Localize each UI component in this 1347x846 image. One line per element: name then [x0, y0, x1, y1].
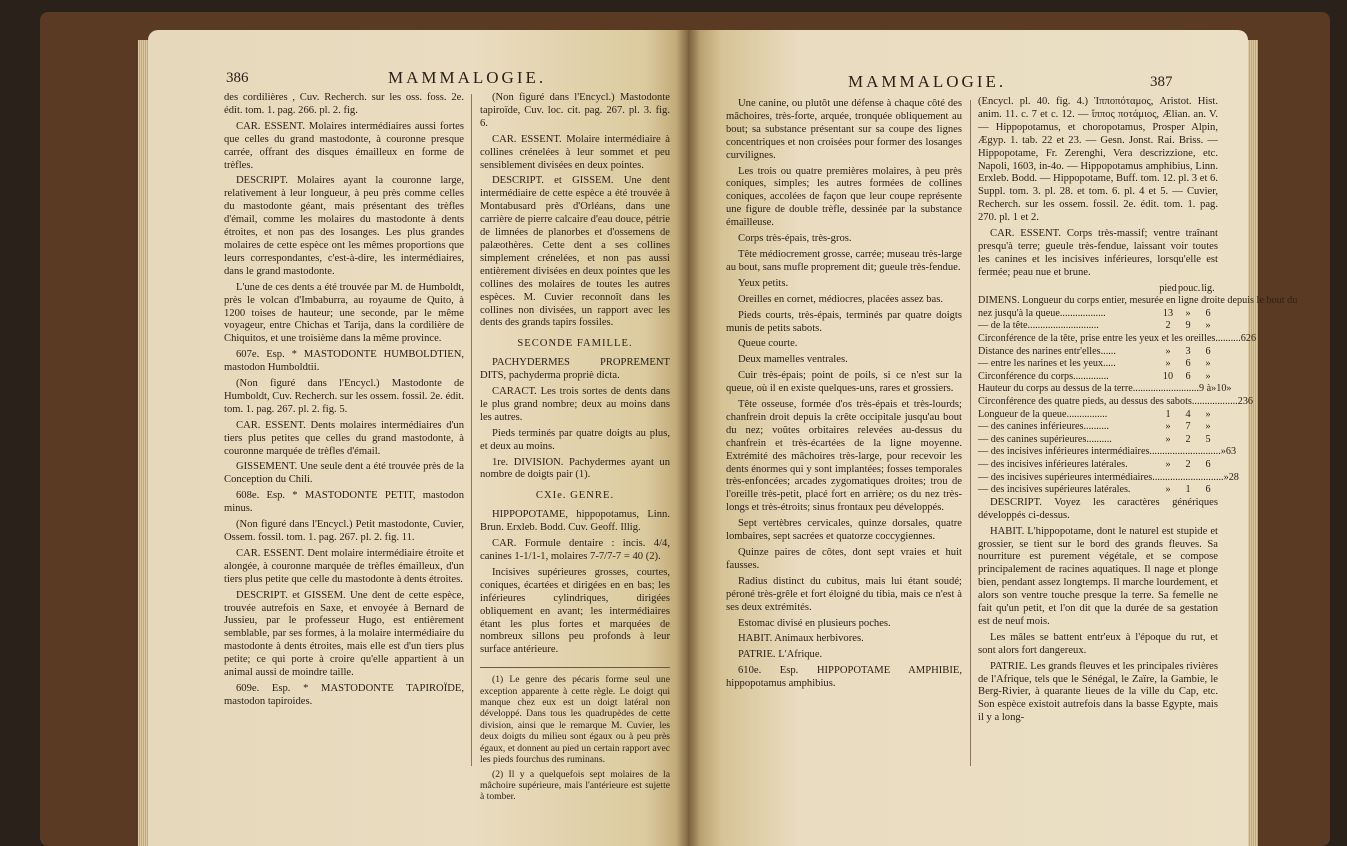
paragraph: Pieds courts, très-épais, terminés par quatre doigts munis de petits sabots. — [726, 309, 962, 334]
left-column-2 — [480, 92, 670, 806]
dim-value-pouc: 3 — [1185, 345, 1191, 357]
dim-label: — des incisives supérieures latérales. — [978, 484, 1131, 496]
paragraph: Corps très-épais, très-gros. — [738, 233, 852, 245]
species-heading: 607e. Esp. * MASTODONTE HUMBOLDTIEN, mastodon Humboldtii. — [224, 349, 464, 374]
dimension-rows — [978, 295, 1298, 497]
table-row — [978, 371, 1218, 384]
paragraph: Cuir très-épais; point de poils, si ce n'est sur la queue, où il en existe quelques-uns, rares et grossiers. — [726, 370, 962, 395]
dim-label: — des incisives inférieures latérales. — [978, 459, 1128, 470]
dim-value-pouc: 2 — [1185, 433, 1191, 445]
table-row — [978, 358, 1218, 371]
dim-value-lig: » — [1205, 358, 1211, 370]
dim-value-pied: 2 — [1165, 320, 1171, 332]
paragraph: Estomac divisé en plusieurs poches. — [738, 617, 891, 629]
dim-label: Hauteur du corps au dessus de la terre..........................9 à — [978, 383, 1212, 395]
dim-value-pied: 1 — [1165, 408, 1171, 420]
paragraph: Deux mamelles ventrales. — [738, 354, 848, 366]
dim-value-pied: 6 — [1240, 333, 1246, 345]
dim-value-lig: 8 — [1233, 471, 1239, 483]
paragraph: PATRIE. L'Afrique. — [738, 649, 823, 661]
dim-label: Circonférence de la tête, prise entre les yeux et les oreilles.......... — [978, 333, 1241, 345]
paragraph: Yeux petits. — [738, 277, 789, 289]
dim-value-lig: 6 — [1205, 484, 1211, 496]
table-row — [978, 308, 1218, 321]
dim-value-pied: » — [1165, 459, 1171, 470]
dim-value-pied: 13 — [1162, 307, 1174, 319]
paragraph: CAR. ESSENT. Molaire intermédiaire à collines crénelées à leur sommet et peu sensiblement divisées en deux pointes. — [480, 133, 670, 171]
table-row — [978, 383, 1232, 396]
dim-value-pied: » — [1165, 433, 1171, 445]
paragraph: CAR. ESSENT. Corps très-massif; ventre traînant presqu'à terre; gueule très-fendue, laissant voir toutes les canines et les incisives inférieures, lorsqu'elle est fermée; peau nue et brune. — [978, 228, 1218, 278]
paragraph: Tête osseuse, formée d'os très-épais et très-lourds; chanfrein droit depuis la crête occipitale jusqu'au bout du nez; voûtes orbitaires relevées au-dessus du chanfrein et très-écartées de la ligne moyenne. Extrémité des mâchoires très-large, pour recevoir les dents énormes qui y sont implantées; fosses temporales très-enfoncées; arcades zygomatiques droites; trou de l'oreille très-petit, placé fort en arrière; os du nez très-longs et très-étroits; sinus frontaux peu développés. — [726, 399, 962, 514]
dim-value-pied: » — [1165, 358, 1171, 370]
paragraph: Sept vertèbres cervicales, quinze dorsales, quatre lombaires, sept sacrées et quatorze coccygiennes. — [726, 518, 962, 543]
dim-label: — de la tête............................ — [978, 320, 1099, 332]
dim-value-pied: » — [1165, 484, 1171, 496]
column-rule — [471, 94, 472, 766]
dim-value-lig: 6 — [1205, 459, 1211, 470]
species-heading: 609e. Esp. * MASTODONTE TAPIROÏDE, mastodon tapiroides. — [224, 682, 464, 707]
left-column-1 — [224, 92, 464, 712]
running-head-left: MAMMALOGIE. — [388, 68, 547, 87]
dimensions-table — [978, 282, 1298, 497]
table-row — [978, 283, 1218, 296]
paragraph: HIPPOPOTAME, hippopotamus, Linn. Brun. Erxleb. Bodd. Cuv. Geoff. Illig. — [480, 509, 670, 534]
dim-value-pied: » — [1165, 421, 1171, 433]
dim-value-lig: 6 — [1247, 396, 1253, 408]
dim-value-pouc: 6 — [1185, 370, 1191, 382]
table-row — [978, 346, 1218, 359]
footnote: (2) Il y a quelquefois sept molaires de la mâchoire supérieure, mais l'antérieure est sujette à tomber. — [480, 768, 670, 803]
running-head-right: MAMMALOGIE. — [848, 72, 1007, 91]
dim-value-lig: » — [1226, 383, 1232, 395]
dim-value-pouc: 1 — [1185, 484, 1191, 496]
dim-value-pied: » — [1223, 471, 1229, 483]
dim-value-lig: 6 — [1205, 307, 1211, 319]
dim-label: Distance des narines entr'elles...... — [978, 345, 1116, 357]
footnote-rule — [480, 667, 670, 668]
dim-col-pouc: pouc. — [1178, 282, 1201, 294]
dim-value-pouc: » — [1185, 307, 1191, 319]
dim-label: — des incisives inférieures intermédiaires............................ — [978, 446, 1221, 458]
dim-header-label — [978, 283, 1158, 296]
dim-value-lig: 6 — [1250, 333, 1257, 345]
dim-label: — entre les narines et les yeux..... — [978, 358, 1116, 370]
dim-col-pied: pied — [1159, 282, 1177, 294]
paragraph: Incisives supérieures grosses, courtes, coniques, écartées et dirigées en en bas; les inférieures cylindriques, dirigées obliquement en avant; les intermédiaires étant les plus fortes et marquées de nombreux sillons peu profonds à leur surface antérieure. — [480, 566, 670, 656]
dim-value-pied: » — [1165, 345, 1171, 357]
dim-value-pouc: 2 — [1185, 459, 1191, 470]
table-row — [978, 484, 1218, 497]
dim-value-pied: 10 — [1162, 370, 1174, 382]
table-row — [978, 396, 1253, 409]
dim-value-pouc: 10 — [1216, 383, 1227, 395]
right-page-edges — [1245, 40, 1258, 846]
paragraph: DESCRIPT. et GISSEM. Une dent de cette espèce, trouvée autrefois en Saxe, et envoyée à Bernard de Jussieu, par le professeur Hugo, est entièrement semblable, par ses formes, à la molaire intermédiaire du mastodonte à dents étroites, mais elle est d'un tiers plus petite; ce qui porte à croire qu'elle appartient à un animal aussi de moindre taille. — [224, 589, 464, 679]
dim-label: Circonférence du corps.............. — [978, 370, 1109, 382]
paragraph: CAR. ESSENT. Dent molaire intermédiaire étroite et alongée, à couronne marquée de trèfles émailleux, d'un tiers plus petite que celle du mastodonte à dents étroites. — [224, 547, 464, 585]
dim-label: Longueur de la queue................ — [978, 408, 1108, 420]
dim-value-lig: 3 — [1230, 446, 1237, 458]
left-page-edges — [138, 40, 148, 846]
paragraph: DESCRIPT. Voyez les caractères génériques développés ci-dessus. — [978, 496, 1218, 521]
paragraph: CAR. ESSENT. Dents molaires intermédiaires d'un tiers plus petites que celles du grand mastodonte, à couronne marquée de trèfles d'émail. — [224, 419, 464, 457]
column-rule — [970, 100, 971, 766]
dim-value-pouc: 3 — [1242, 396, 1248, 408]
paragraph: Oreilles en cornet, médiocres, placées assez bas. — [738, 293, 944, 305]
dim-col-lig: lig. — [1201, 282, 1215, 294]
paragraph: HABIT. Animaux herbivores. — [738, 633, 864, 645]
paragraph: L'une de ces dents a été trouvée par M. de Humboldt, près le volcan d'Imbaburra, au royaume de Quito, à 1200 toises de hauteur; une seconde, par le même voyageur, entre Chichas et Tarija, dans la cordilière de Chiquitos, et une troisième dans la même province. — [224, 281, 464, 345]
dim-value-lig: » — [1205, 370, 1211, 382]
table-row — [978, 333, 1257, 346]
table-row — [978, 471, 1239, 485]
paragraph: Une canine, ou plutôt une défense à chaque côté des mâchoires, très-forte, arquée, tronquée obliquement au bout; sa substance présentant sur sa coupe des lignes concentriques et non croisées pour former des losanges curvilignes. — [726, 98, 962, 161]
paragraph: PATRIE. Les grands fleuves et les principales rivières de l'Afrique, tels que le Sénégal, le Zaïre, la Gambie, le Berg-Rivier, à quarante lieues de la ville du Cap, etc. Son espèce existoit autrefois dans la basse Egypte, mais il y a long- — [978, 660, 1218, 724]
dim-value-pouc: 2 — [1228, 471, 1234, 483]
paragraph: DESCRIPT. Molaires ayant la couronne large, relativement à leur longueur, à peu près comme celles du mastodonte géant, mais présentant des trèfles d'émail, comme les molaires du mastodonte à dents étroites, et non pas des losanges. Les plus grandes molaires de cette espèce ont les mêmes proportions que leurs correspondantes, c'est-à-dire, les intermédiaires, dans le grand mastodonte. — [224, 175, 464, 277]
dim-value-pouc: 4 — [1185, 408, 1191, 420]
dim-value-lig: » — [1205, 320, 1211, 332]
dim-label: — des incisives supérieures intermédiaires............................ — [978, 471, 1224, 483]
paragraph: (Non figuré dans l'Encycl.) Mastodonte tapiroïde, Cuv. loc. cit. pag. 267. pl. 3. fig. 6. — [480, 92, 670, 129]
dim-value-lig: 6 — [1205, 345, 1211, 357]
paragraph: Quinze paires de côtes, dont sept vraies et huit fausses. — [726, 547, 962, 571]
left-page — [148, 30, 688, 846]
dim-value-lig: » — [1205, 421, 1211, 433]
dim-value-pouc: 6 — [1185, 358, 1191, 370]
species-heading: 608e. Esp. * MASTODONTE PETIT, mastodon minus. — [224, 490, 464, 515]
paragraph: des cordilières , Cuv. Recherch. sur les oss. foss. 2e. édit. tom. 1. pag. 266. pl. 2. fig. — [224, 92, 464, 116]
dim-value-pouc: 2 — [1245, 333, 1251, 345]
paragraph: CAR. Formule dentaire : incis. 4/4, canines 1-1/1-1, molaires 7-7/7-7 = 40 (2). — [480, 538, 670, 562]
table-row — [978, 295, 1298, 308]
table-row — [978, 409, 1218, 422]
paragraph: Tête médiocrement grosse, carrée; museau très-large au bout, sans mufle proprement dit; gueule très-fendue. — [726, 248, 962, 273]
table-row — [978, 446, 1237, 459]
dim-label: — des canines inférieures.......... — [978, 421, 1109, 433]
book-gutter — [676, 30, 700, 846]
paragraph: Radius distinct du cubitus, mais lui étant soudé; péroné très-grêle et fort éloigné du tibia, mais ce n'est à ses deux extrémités. — [726, 575, 962, 613]
paragraph: GISSEMENT. Une seule dent a été trouvée près de la Conception du Chili. — [224, 461, 464, 486]
dim-value-pied: 2 — [1237, 396, 1243, 408]
species-heading: 610e. Esp. HIPPOPOTAME AMPHIBIE, hippopotamus amphibius. — [726, 665, 962, 690]
dim-value-pied: » — [1211, 383, 1217, 395]
dim-label: Circonférence des quatre pieds, au dessus des sabots.................. — [978, 396, 1238, 408]
genus-title: CXIe. GENRE. — [535, 490, 615, 502]
paragraph: CAR. ESSENT. Molaires intermédiaires aussi fortes que celles du grand mastodonte, à couronne presque carrée, offrant des disques émailleux en forme de trèfles. — [224, 120, 464, 171]
dim-value-lig: » — [1205, 408, 1211, 420]
paragraph: Pieds terminés par quatre doigts au plus, et deux au moins. — [480, 427, 670, 452]
table-row — [978, 434, 1218, 447]
paragraph: PACHYDERMES PROPREMENT DITS, pachyderma propriè dicta. — [480, 357, 670, 382]
dim-label: DIMENS. Longueur du corps entier, mesurée en ligne droite depuis le bout du — [978, 295, 1298, 307]
paragraph: (Non figuré dans l'Encycl.) Petit mastodonte, Cuvier, Ossem. fossil. tom. 1. pag. 267. pl. 2. fig. 11. — [224, 519, 464, 543]
dim-value-pouc: 7 — [1185, 421, 1191, 433]
paragraph: (Encycl. pl. 40. fig. 4.) Ἱπποπόταμος, Aristot. Hist. anim. 11. c. 7 et c. 12. — ἵππος ποτάμιος, Ælian. an. V. — Hippopotamus, et choropotamus, Prosper Alpin, Ægyp. 1. tab. 22 et 23. — Gesn. Jonst. Rai. Briss. — Hippopotame, Fr. Zerenghi, Vera descrizzione, etc. Napoli, 1603, in-4o. — Hippopotamus amphibius, Linn. Erxleb. Bodd. — Hippopotame, Buff. tom. 12. pl. 3 et 6. Suppl. tom. 3. pl. 28. et tom. 6. pl. 4 et 5. — Cuvier, Recherch. sur les ossem. fossil. 2e. édit. tom. 1. pag. 270. pl. 1 et 2. — [978, 96, 1218, 224]
page-number-left: 386 — [226, 70, 249, 86]
footnote: (1) Le genre des pécaris forme seul une exception apparente à cette règle. Le doigt qui manque chez eux est un doigt latéral non développé. Dans tous les quadrupèdes de cette division, ainsi que le remarque M. Cuvier, les deux doigts du milieu sont égaux ou à peu près égaux, et donnent au pied un certain rapport avec les pieds fourchus des ruminans. — [480, 674, 670, 766]
dim-label: — des canines supérieures.......... — [978, 433, 1112, 445]
right-column-1 — [726, 98, 962, 694]
paragraph: Les mâles se battent entr'eux à l'époque du rut, et sont alors fort dangereux. — [978, 631, 1218, 656]
table-row — [978, 320, 1218, 333]
paragraph: DESCRIPT. et GISSEM. Une dent intermédiaire de cette espèce a été trouvée à Montabusard près d'Orléans, dans une carrière de pierre calcaire d'eau douce, pétrie de limnées de planorbes et d'ossemens de palæothères. Cette dent a ses collines simplement crénelées, et non pas aussi entièrement divisées en deux pointes que les collines des molaires de toutes les autres espèces. M. Cuvier reconnoît dans les collines non divisées, un rapport avec les dents des grands tapirs fossiles. — [480, 175, 670, 329]
right-page — [688, 30, 1298, 846]
dim-value-pied: » — [1220, 446, 1226, 458]
table-row — [978, 459, 1218, 472]
dim-value-pouc: 6 — [1225, 446, 1231, 458]
table-row — [978, 421, 1218, 434]
dim-label: nez jusqu'à la queue.................. — [978, 307, 1106, 319]
family-title: SECONDE FAMILLE. — [517, 338, 633, 350]
paragraph: Queue courte. — [738, 338, 798, 350]
dim-value-pouc: 9 — [1185, 320, 1191, 332]
right-column-2 — [978, 96, 1298, 728]
paragraph: CARACT. Les trois sortes de dents dans le plus grand nombre; deux au moins dans les autres. — [480, 386, 670, 423]
paragraph: (Non figuré dans l'Encycl.) Mastodonte de Humboldt, Cuv. Recherch. sur les ossem. fossil. 2e. édit. tom. 1. pag. 267. pl. 2. fig. 5. — [224, 378, 464, 415]
dim-value-lig: 5 — [1205, 433, 1211, 445]
paragraph: HABIT. L'hippopotame, dont le naturel est stupide et grossier, se tient sur le bord des grands fleuves. Sa nourriture est purement végétale, et se compose principalement de racines aquatiques. Il nage et plonge bien, pendant assez longtemps. Il marche lourdement, et alors son ventre touche presque la terre. Sa femelle ne fait qu'un petit, et l'on dit que la durée de sa gestation est de neuf mois. — [978, 525, 1218, 627]
paragraph: Les trois ou quatre premières molaires, à peu près coniques, simples; les autres formées de collines coniques, accolées de façon que leur coupe représente une figure de double trèfle, dessinée par la substance émailleuse. — [726, 165, 962, 229]
page-number-right: 387 — [1150, 74, 1173, 90]
paragraph: 1re. DIVISION. Pachydermes ayant un nombre de doigts pair (1). — [480, 456, 670, 481]
